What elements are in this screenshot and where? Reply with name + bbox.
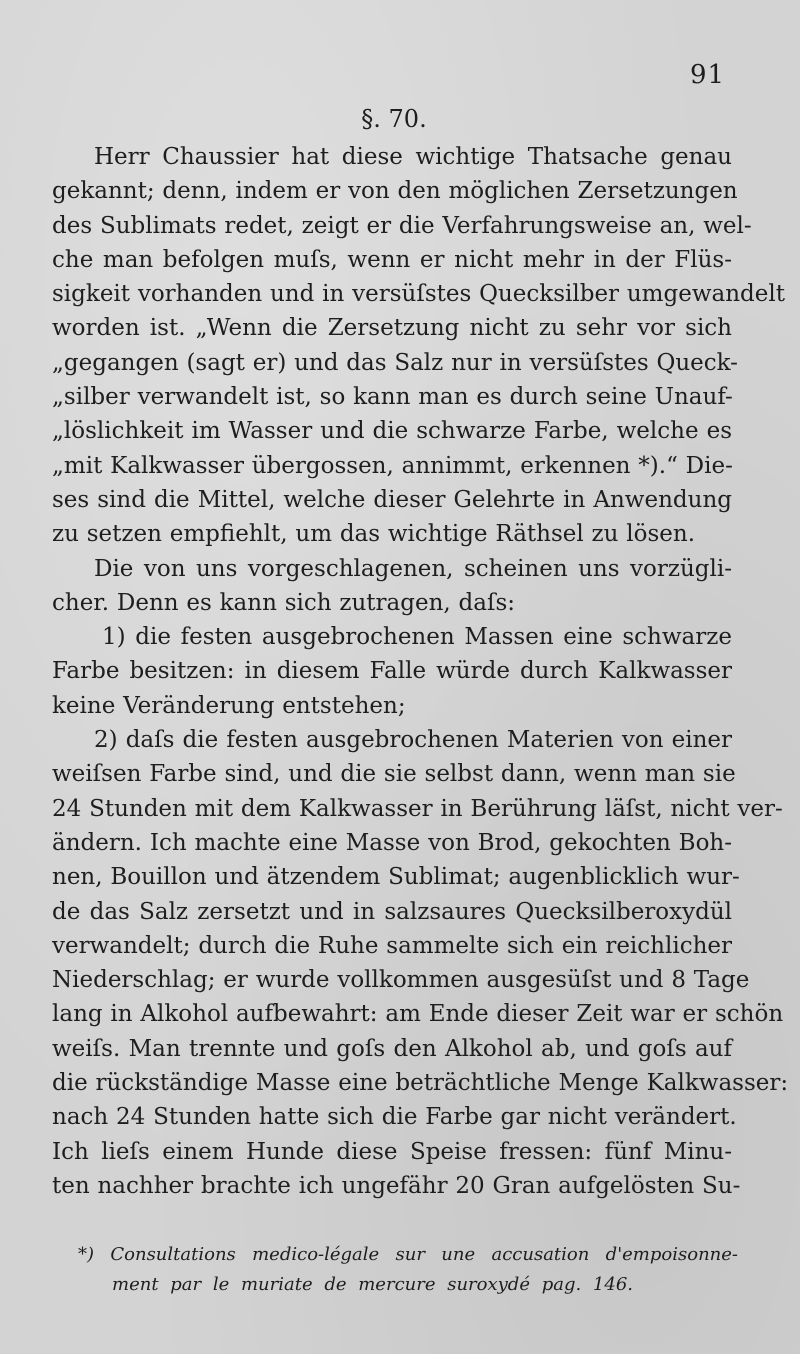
text-line: keine Veränderung entstehen; xyxy=(52,692,406,719)
text-line: zu setzen empfiehlt, um das wichtige Räthsel zu lösen. xyxy=(52,521,696,548)
text-line: worden ist. „Wenn die Zersetzung nicht zu sehr vor sich xyxy=(52,315,732,342)
text-line: weiſs. Man trennte und goſs den Alkohol ab, und goſs auf xyxy=(52,1035,732,1062)
section-heading xyxy=(0,105,800,133)
text-line: des Sublimats redet, zeigt er die Verfahrungsweise an, wel- xyxy=(52,212,752,239)
footnote-line: *) Consultations medico-légale sur une accusation d'empoisonne- xyxy=(78,1244,738,1265)
text-line: „mit Kalkwasser übergossen, annimmt, erkennen *).“ Die- xyxy=(52,452,733,479)
text-line: ten nachher brachte ich ungefähr 20 Gran aufgelösten Su- xyxy=(52,1172,741,1199)
text-line: 2) daſs die festen ausgebrochenen Materien von einer xyxy=(94,727,732,754)
text-line: nen, Bouillon und ätzendem Sublimat; augenblicklich wur- xyxy=(52,864,740,891)
text-line: ändern. Ich machte eine Masse von Brod, gekochten Boh- xyxy=(52,829,732,856)
text-line: che man befolgen muſs, wenn er nicht mehr in der Flüs- xyxy=(52,246,732,273)
text-line: sigkeit vorhanden und in versüſstes Quecksilber umgewandelt xyxy=(52,281,785,308)
text-line: Farbe besitzen: in diesem Falle würde durch Kalkwasser xyxy=(52,658,732,685)
text-line: verwandelt; durch die Ruhe sammelte sich ein reichlicher xyxy=(52,932,732,959)
text-line: Herr Chaussier hat diese wichtige Thatsache genau xyxy=(94,144,732,170)
text-line: 24 Stunden mit dem Kalkwasser in Berührung läſst, nicht ver- xyxy=(52,795,783,822)
text-line: weiſsen Farbe sind, und die sie selbst dann, wenn man sie xyxy=(52,761,736,788)
footnote xyxy=(78,1240,738,1300)
text-line: gekannt; denn, indem er von den möglichen Zersetzungen xyxy=(52,178,738,205)
text-line: „löslichkeit im Wasser und die schwarze Farbe, welche es xyxy=(52,418,732,445)
text-line: ses sind die Mittel, welche dieser Gelehrte in Anwendung xyxy=(52,486,732,513)
text-line: „gegangen (sagt er) und das Salz nur in versüſstes Queck- xyxy=(52,349,738,376)
text-line: de das Salz zersetzt und in salzsaures Quecksilberoxydül xyxy=(52,898,732,925)
text-line: Ich lieſs einem Hunde diese Speise fressen: fünf Minu- xyxy=(52,1138,732,1165)
text-line: cher. Denn es kann sich zutragen, daſs: xyxy=(52,589,516,616)
text-line: nach 24 Stunden hatte sich die Farbe gar nicht verändert. xyxy=(52,1104,737,1131)
page-number: 91 xyxy=(690,60,726,90)
footnote-line: ment par le muriate de mercure suroxydé pag. 146. xyxy=(112,1274,634,1295)
body-text xyxy=(52,140,789,1203)
section-heading-text: §. 70. xyxy=(361,105,427,133)
text-line: die rückständige Masse eine beträchtliche Menge Kalkwasser: xyxy=(52,1070,789,1097)
text-line: 1) die festen ausgebrochenen Massen eine schwarze xyxy=(102,624,732,651)
text-line: lang in Alkohol aufbewahrt: am Ende dieser Zeit war er schön xyxy=(52,1001,784,1028)
text-line: Niederschlag; er wurde vollkommen ausgesüſst und 8 Tage xyxy=(52,967,750,994)
text-line: „silber verwandelt ist, so kann man es durch seine Unauf- xyxy=(52,384,733,411)
text-line: Die von uns vorgeschlagenen, scheinen uns vorzügli- xyxy=(94,555,732,582)
